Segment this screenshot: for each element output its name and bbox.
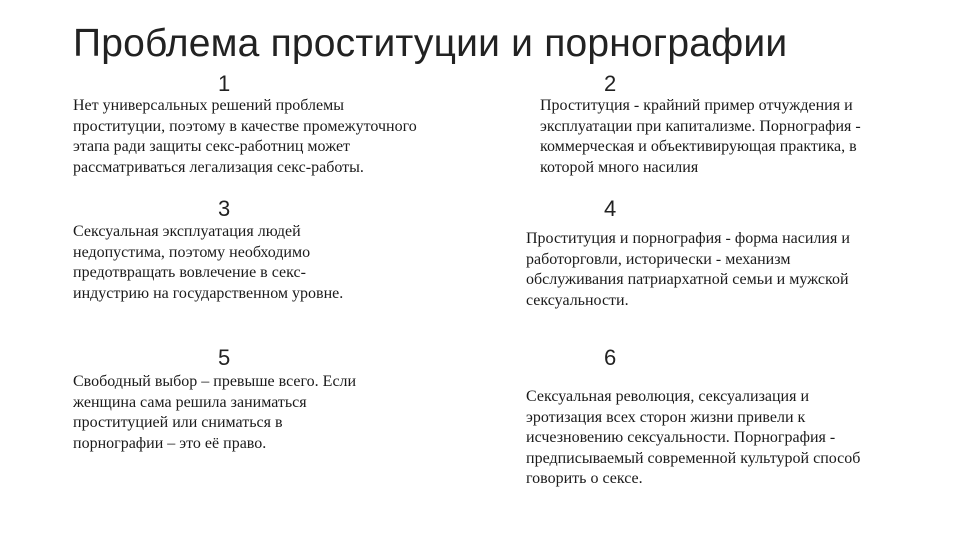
- slide-title: Проблема проституции и порнографии: [73, 22, 788, 65]
- text-line: говорить о сексе.: [526, 470, 643, 487]
- text-line: Сексуальная эксплуатация людей: [73, 223, 301, 240]
- item-1-text: [73, 96, 417, 178]
- item-4-text: [526, 229, 850, 311]
- item-2-text: [540, 96, 861, 178]
- item-6-number: 6: [604, 345, 617, 370]
- text-line: проституции, поэтому в качестве промежуточного: [73, 117, 417, 135]
- text-line: женщина сама решила заниматься: [73, 393, 307, 411]
- item-4-number: 4: [604, 196, 617, 221]
- text-line: этапа ради защиты секс-работниц может: [73, 138, 351, 155]
- text-line: коммерческая и объективирующая практика, в: [540, 138, 857, 155]
- text-line: проституцией или сниматься в: [73, 414, 283, 431]
- item-1-number: 1: [218, 71, 231, 96]
- text-line: индустрию на государственном уровне.: [73, 284, 344, 302]
- text-line: Нет универсальных решений проблемы: [73, 97, 344, 114]
- text-line: Проституция и порнография - форма насилия и: [526, 230, 850, 247]
- text-line: эксплуатации при капитализме. Порнография -: [540, 117, 861, 135]
- text-line: которой много насилия: [540, 158, 699, 176]
- item-3-number: 3: [218, 196, 231, 221]
- item-2-number: 2: [604, 71, 617, 96]
- text-line: Свободный выбор – превыше всего. Если: [73, 373, 357, 390]
- item-6-text: [526, 387, 860, 490]
- text-line: недопустима, поэтому необходимо: [73, 243, 311, 261]
- text-line: Сексуальная революция, сексуализация и: [526, 388, 810, 405]
- text-line: предотвращать вовлечение в секс-: [73, 264, 306, 281]
- text-line: работорговли, исторически - механизм: [526, 250, 791, 268]
- item-5-text: [73, 372, 356, 454]
- text-line: предписываемый современной культурой способ: [526, 449, 861, 467]
- text-line: эротизация всех сторон жизни привели к: [526, 408, 806, 426]
- text-line: порнографии – это её право.: [73, 434, 267, 452]
- text-line: обслуживания патриархатной семьи и мужской: [526, 271, 849, 288]
- text-line: рассматриваться легализация секс-работы.: [73, 158, 364, 176]
- text-line: Проституция - крайний пример отчуждения и: [540, 97, 853, 114]
- text-line: сексуальности.: [526, 291, 629, 309]
- item-5-number: 5: [218, 345, 231, 370]
- text-line: исчезновению сексуальности. Порнография -: [526, 429, 836, 446]
- item-3-text: [73, 222, 343, 304]
